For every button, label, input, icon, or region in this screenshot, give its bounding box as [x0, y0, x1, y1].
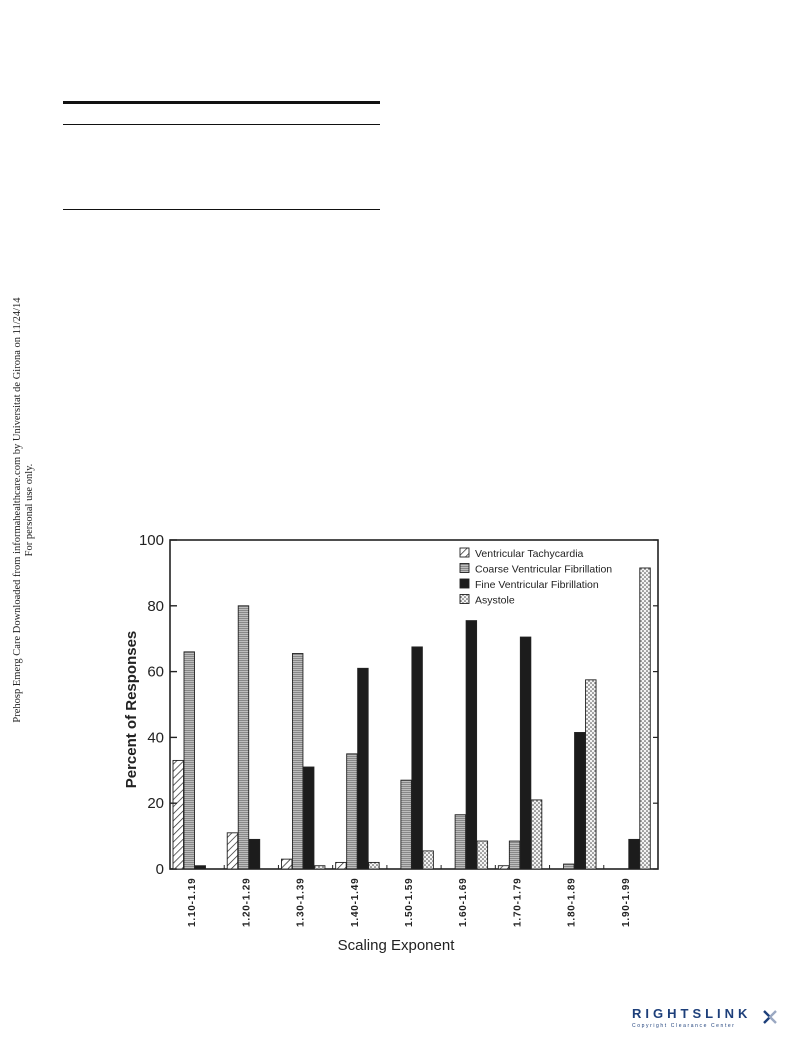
bar-coarse-ventricular-fibrillation-6	[509, 841, 520, 869]
chevron-left-icon	[770, 1011, 776, 1023]
bars	[173, 568, 650, 869]
bar-fine-ventricular-fibrillation-3	[358, 668, 369, 869]
bar-ventricular-tachycardia-3	[336, 862, 347, 869]
bar-ventricular-tachycardia-2	[281, 859, 292, 869]
x-axis-label: Scaling Exponent	[337, 937, 455, 954]
legend-label: Ventricular Tachycardia	[475, 548, 584, 560]
legend-swatch	[460, 564, 469, 573]
bar-coarse-ventricular-fibrillation-0	[184, 652, 195, 869]
bar-asystole-6	[531, 800, 542, 869]
x-tick-label: 1.50-1.59	[404, 877, 415, 927]
bar-coarse-ventricular-fibrillation-1	[238, 606, 249, 869]
x-axis	[187, 865, 658, 927]
bar-ventricular-tachycardia-1	[227, 833, 238, 869]
bar-chart	[110, 530, 670, 960]
x-tick-label: 1.30-1.39	[295, 877, 307, 927]
y-tick-label: 100	[138, 532, 164, 549]
table-header-rule	[63, 124, 380, 125]
y-tick-label: 0	[155, 861, 164, 878]
y-axis-label: Percent of Responses	[123, 630, 140, 789]
bar-fine-ventricular-fibrillation-4	[412, 647, 423, 869]
bar-asystole-7	[586, 680, 597, 869]
bar-fine-ventricular-fibrillation-1	[249, 839, 260, 869]
bar-asystole-5	[477, 841, 488, 869]
x-tick-label: 1.90-1.99	[620, 877, 632, 927]
x-tick-label: 1.70-1.79	[512, 877, 524, 927]
legend-swatch	[460, 579, 469, 588]
table-top-rule	[63, 101, 380, 104]
x-tick-label: 1.10-1.19	[187, 877, 199, 927]
bar-asystole-2	[314, 866, 325, 869]
rightslink-logo-subtext: Copyright Clearance Center	[632, 1023, 736, 1029]
bar-ventricular-tachycardia-6	[498, 866, 509, 869]
y-tick-label: 40	[147, 729, 164, 747]
x-tick-label: 1.40-1.49	[349, 877, 361, 927]
bar-fine-ventricular-fibrillation-2	[303, 767, 314, 869]
legend-swatch	[460, 595, 469, 604]
x-tick-label: 1.20-1.29	[241, 877, 253, 927]
rightslink-logo	[630, 1002, 780, 1030]
bar-coarse-ventricular-fibrillation-5	[455, 815, 466, 869]
download-notice-line2: For personal use only.	[24, 463, 35, 557]
legend-swatch	[460, 548, 469, 557]
bar-asystole-8	[640, 568, 651, 869]
y-tick-label: 60	[147, 663, 164, 681]
bar-coarse-ventricular-fibrillation-3	[347, 754, 358, 869]
bar-coarse-ventricular-fibrillation-2	[292, 654, 303, 869]
bar-fine-ventricular-fibrillation-8	[629, 839, 640, 869]
x-tick-label: 1.80-1.89	[566, 877, 578, 927]
table-bottom-rule	[63, 209, 380, 210]
download-notice	[12, 280, 36, 740]
bar-fine-ventricular-fibrillation-0	[195, 866, 206, 869]
rightslink-logo-text: RIGHTSLINK	[632, 1006, 752, 1021]
bar-fine-ventricular-fibrillation-6	[520, 637, 531, 869]
bar-asystole-3	[369, 862, 380, 869]
y-tick-label: 20	[147, 795, 164, 813]
y-tick-label: 80	[147, 597, 164, 615]
legend-label: Coarse Ventricular Fibrillation	[475, 563, 613, 576]
bar-fine-ventricular-fibrillation-7	[575, 732, 586, 869]
bar-coarse-ventricular-fibrillation-4	[401, 780, 412, 869]
bar-fine-ventricular-fibrillation-5	[466, 621, 477, 869]
x-tick-label: 1.60-1.69	[458, 877, 470, 927]
bar-asystole-4	[423, 851, 434, 869]
bar-ventricular-tachycardia-0	[173, 760, 184, 869]
bar-coarse-ventricular-fibrillation-7	[564, 864, 575, 869]
legend-label: Asystole	[475, 594, 515, 607]
download-notice-line1: Prehosp Emerg Care Downloaded from informahealthcare.com by Universitat de Girona on 11/24/14	[12, 297, 23, 723]
legend-label: Fine Ventricular Fibrillation	[475, 579, 599, 591]
legend	[460, 548, 612, 607]
